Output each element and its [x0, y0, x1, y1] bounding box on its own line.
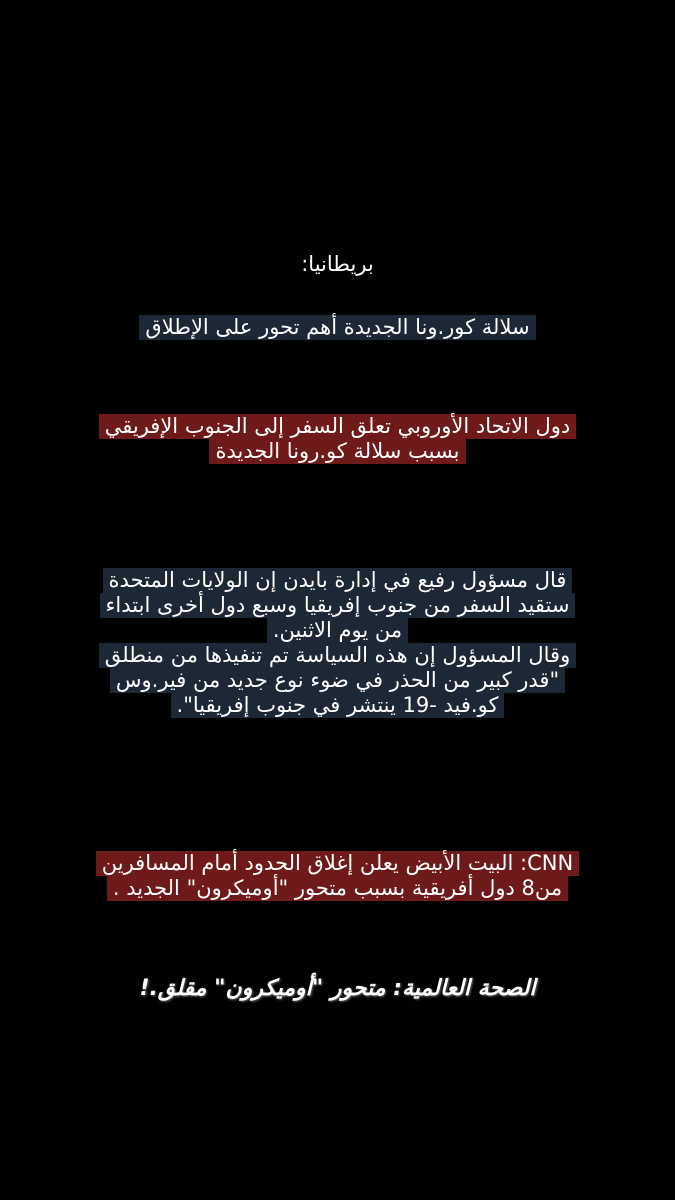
cnn-line-2: من8 دول أفريقية بسبب متحور "أوميكرون" الجديد . [107, 876, 568, 901]
who-statement: الصحة العالمية: متحور "أوميكرون" مقلق.! [139, 976, 536, 1001]
us-line-1: قال مسؤول رفيع في إدارة بايدن إن الولايات المتحدة [103, 568, 573, 593]
us-line-3: من يوم الاثنين. [267, 618, 408, 643]
us-line-6: كو.فيد -19 ينتشر في جنوب إفريقيا". [171, 693, 505, 718]
headline-variant: سلالة كور.ونا الجديدة أهم تحور على الإطلاق [139, 315, 535, 340]
eu-line-1: دول الاتحاد الأوروبي تعلق السفر إلى الجنوب الإفريقي [99, 414, 577, 439]
eu-line-2: بسبب سلالة كو.رونا الجديدة [209, 439, 465, 464]
britain-label-block [0, 252, 675, 277]
cnn-line-1: CNN: البيت الأبيض يعلن إغلاق الحدود أمام المسافرين [96, 851, 579, 876]
who-block [0, 976, 675, 1001]
us-line-5: "قدر كبير من الحذر في ضوء نوع جديد من فير.وس [110, 668, 565, 693]
us-line-4: وقال المسؤول إن هذه السياسة تم تنفيذها من منطلق [99, 643, 576, 668]
us-line-2: ستقيد السفر من جنوب إفريقيا وسبع دول أخرى ابتداء [100, 593, 576, 618]
headline-variant-block [0, 315, 675, 340]
us-restriction-block [0, 568, 675, 718]
cnn-block [0, 851, 675, 901]
eu-travel-block [0, 414, 675, 464]
britain-label: بريطانيا: [301, 252, 374, 276]
